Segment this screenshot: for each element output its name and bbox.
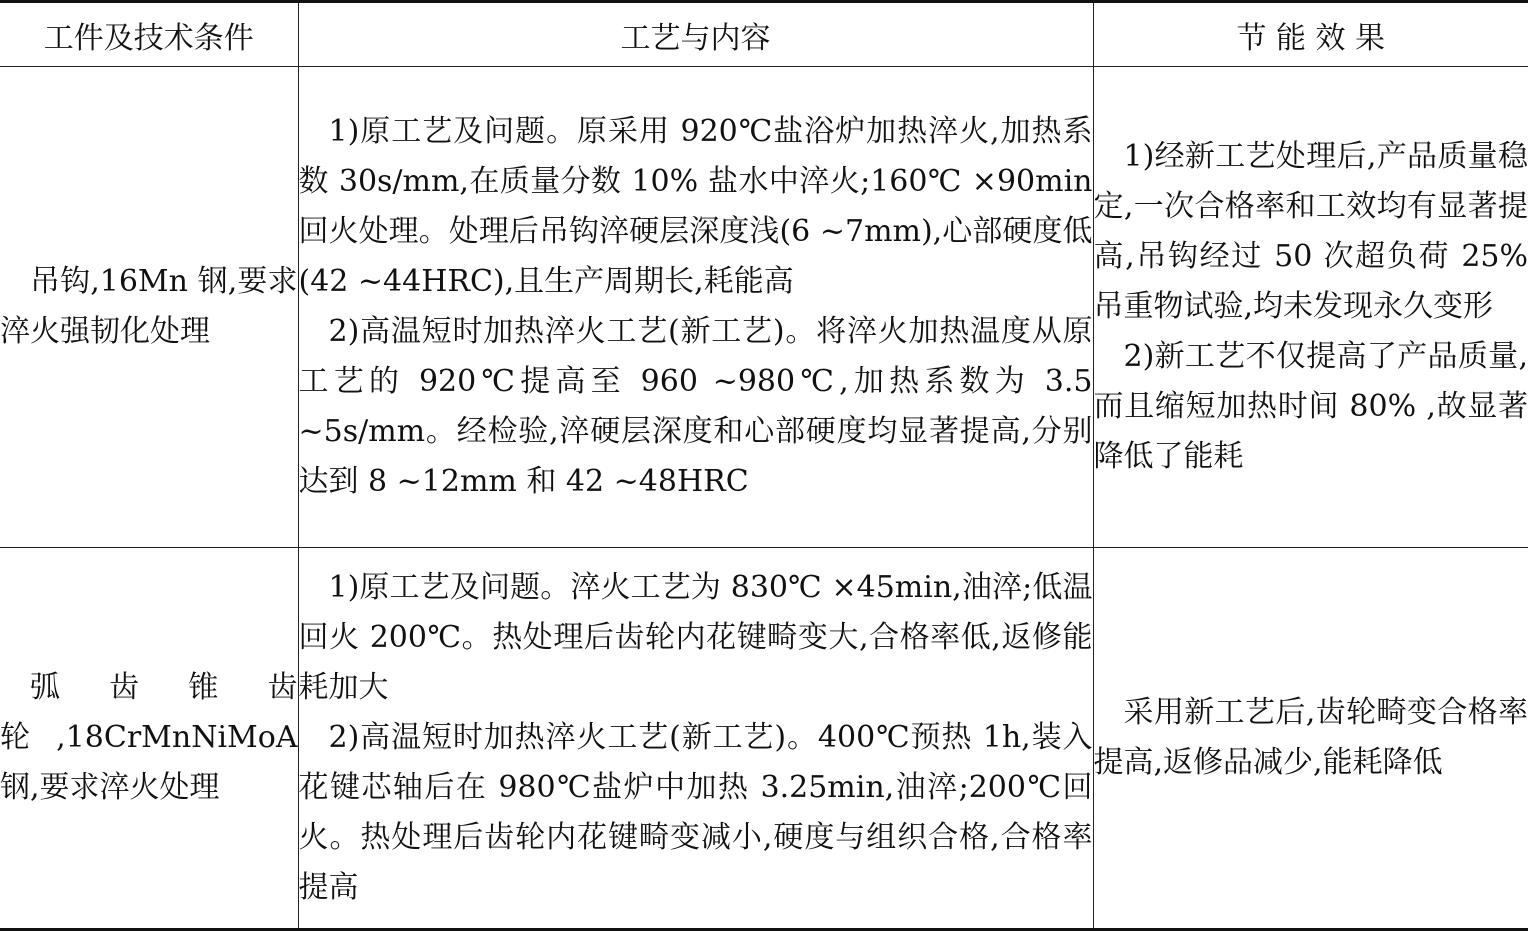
workpiece-text: 弧齿锥齿轮,18CrMnNiMoA 钢,要求淬火处理	[0, 669, 298, 805]
effect-paragraph: 1)经新工艺处理后,产品质量稳定,一次合格率和工效均有显著提高,吊钩经过 50 次超负荷 25% 吊重物试验,均未发现永久变形	[1093, 138, 1528, 324]
effect-cell	[1093, 547, 1528, 929]
process-cell	[298, 547, 1093, 929]
header-effect: 节 能 效 果	[1093, 2, 1528, 67]
header-process: 工艺与内容	[298, 2, 1093, 67]
table-row	[0, 547, 1528, 929]
effect-paragraph: 2)新工艺不仅提高了产品质量,而且缩短加热时间 80% ,故显著降低了能耗	[1093, 338, 1528, 474]
table-row	[0, 67, 1528, 548]
workpiece-text: 吊钩,16Mn 钢,要求淬火强韧化处理	[0, 263, 298, 349]
table-header-row	[0, 2, 1528, 67]
process-paragraph: 2)高温短时加热淬火工艺(新工艺)。400℃预热 1h,装入花键芯轴后在 980℃盐炉中加热 3.25min,油淬;200℃回火。热处理后齿轮内花键畸变减小,硬度与组织合格,合格率提高	[298, 719, 1093, 905]
process-paragraph: 2)高温短时加热淬火工艺(新工艺)。将淬火加热温度从原工艺的 920℃提高至 960 ~980℃,加热系数为 3.5 ~5s/mm。经检验,淬硬层深度和心部硬度均显著提高,分别达到 8 ~12mm 和 42 ~48HRC	[298, 313, 1093, 499]
header-workpiece: 工件及技术条件	[0, 2, 298, 67]
workpiece-cell	[0, 67, 298, 548]
workpiece-cell	[0, 547, 298, 929]
process-paragraph: 1)原工艺及问题。淬火工艺为 830℃ ×45min,油淬;低温回火 200℃。热处理后齿轮内花键畸变大,合格率低,返修能耗加大	[298, 569, 1093, 705]
effect-cell	[1093, 67, 1528, 548]
effect-paragraph: 采用新工艺后,齿轮畸变合格率提高,返修品减少,能耗降低	[1093, 694, 1528, 780]
process-paragraph: 1)原工艺及问题。原采用 920℃盐浴炉加热淬火,加热系数 30s/mm,在质量分数 10% 盐水中淬火;160℃ ×90min 回火处理。处理后吊钩淬硬层深度浅(6 ~7mm),心部硬度低(42 ~44HRC),且生产周期长,耗能高	[298, 113, 1093, 299]
process-cell	[298, 67, 1093, 548]
